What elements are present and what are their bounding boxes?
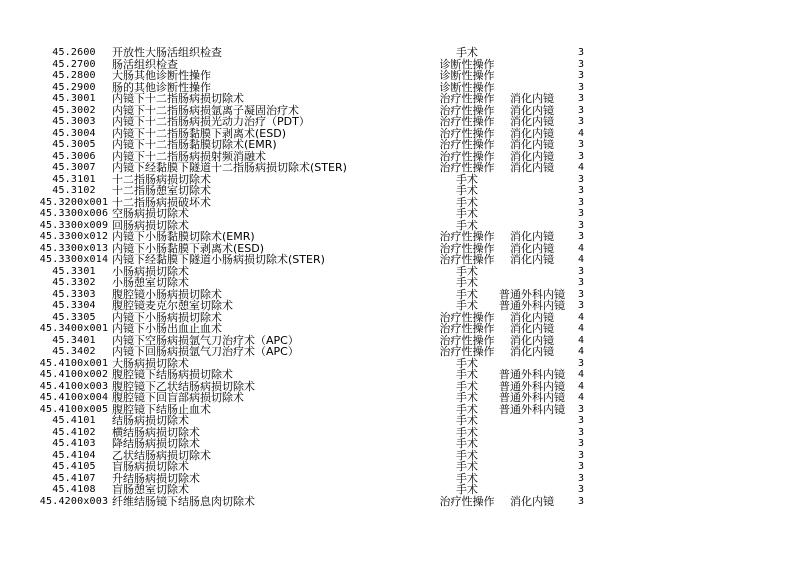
procedure-name: 腹腔镜下结肠止血术 [112, 402, 211, 416]
grade-level: 3 [577, 139, 585, 150]
endoscope-type: 消化内镜 [510, 333, 554, 347]
endoscope-type: 普通外科内镜 [499, 368, 565, 381]
operation-category: 手术 [456, 299, 478, 312]
grade-level: 4 [577, 323, 585, 334]
endoscope-type: 消化内镜 [510, 241, 554, 255]
grade-level: 3 [577, 231, 585, 242]
operation-category: 手术 [456, 172, 478, 186]
endoscope-type [494, 208, 570, 220]
table-row [0, 139, 800, 151]
endoscope-type [494, 70, 570, 82]
operation-category: 治疗性操作 [439, 126, 495, 140]
endoscope-type [494, 415, 570, 427]
endoscope-type: 消化内镜 [510, 126, 554, 140]
operation-category: 治疗性操作 [439, 115, 495, 128]
table-row [0, 231, 800, 243]
operation-category: 治疗性操作 [439, 310, 495, 324]
procedure-code: 45.2900 [52, 81, 96, 93]
procedure-name: 降结肠病损切除术 [112, 437, 200, 450]
grade-level: 3 [577, 150, 585, 162]
procedure-code: 45.4101 [52, 415, 96, 426]
procedure-code: 45.3001 [52, 93, 96, 104]
grade-level: 3 [577, 300, 585, 311]
endoscope-type: 消化内镜 [510, 253, 554, 266]
endoscope-type: 消化内镜 [510, 310, 554, 324]
table-row [0, 277, 800, 289]
operation-category: 治疗性操作 [439, 138, 495, 151]
operation-category: 治疗性操作 [439, 494, 495, 508]
operation-category: 手术 [456, 368, 478, 381]
endoscope-type [494, 473, 570, 485]
grade-level: 3 [577, 208, 585, 219]
operation-category: 治疗性操作 [439, 345, 495, 358]
operation-category: 手术 [456, 356, 478, 370]
procedure-code: 45.3300x013 [39, 242, 109, 254]
endoscope-type: 普通外科内镜 [499, 402, 565, 416]
procedure-code: 45.3102 [52, 185, 96, 196]
grade-level: 3 [577, 403, 585, 415]
procedure-name: 回肠病损切除术 [112, 218, 189, 232]
procedure-name: 腹腔镜下结肠病损切除术 [112, 368, 233, 381]
table-row [0, 47, 800, 59]
grade-level: 4 [577, 242, 585, 254]
operation-category: 手术 [456, 46, 478, 59]
grade-level: 4 [577, 162, 585, 173]
procedure-name: 腹腔镜麦克尔憩室切除术 [112, 299, 233, 312]
grade-level: 4 [577, 311, 585, 323]
procedure-name: 内镜下经黏膜下隧道小肠病损切除术(STER) [112, 253, 325, 266]
endoscope-type: 普通外科内镜 [499, 287, 565, 301]
operation-category: 手术 [456, 471, 478, 485]
procedure-code: 45.3200x001 [39, 196, 109, 208]
grade-level: 3 [577, 70, 585, 81]
endoscope-type [494, 450, 570, 462]
table-row [0, 484, 800, 496]
operation-category: 治疗性操作 [439, 230, 495, 243]
procedure-code: 45.3004 [52, 127, 96, 139]
procedure-name: 开放性大肠活组织检查 [112, 46, 222, 59]
grade-level: 3 [577, 93, 585, 104]
table-row [0, 496, 800, 508]
endoscope-type [494, 185, 570, 197]
procedure-code: 45.4200x003 [39, 495, 109, 507]
procedure-code: 45.4100x005 [39, 403, 109, 415]
procedure-name: 内镜下十二指肠黏膜下剥离术(ESD) [112, 126, 286, 140]
operation-category: 手术 [456, 276, 478, 289]
procedure-name: 横结肠病损切除术 [112, 425, 200, 439]
endoscope-type: 普通外科内镜 [499, 391, 565, 404]
grade-level: 3 [577, 265, 585, 277]
procedure-code: 45.2700 [52, 58, 96, 70]
endoscope-type: 消化内镜 [510, 230, 554, 243]
procedure-name: 十二指肠病损破坏术 [112, 195, 211, 209]
operation-category: 治疗性操作 [439, 103, 495, 117]
procedure-name: 内镜下经黏膜下隧道十二指肠病损切除术(STER) [112, 161, 347, 174]
endoscope-type [494, 461, 570, 473]
operation-category: 诊断性操作 [439, 69, 495, 82]
procedure-code: 45.3401 [52, 334, 96, 346]
procedure-name: 内镜下十二指肠黏膜切除术(EMR) [112, 138, 277, 151]
operation-category: 治疗性操作 [439, 241, 495, 255]
operation-category: 治疗性操作 [439, 322, 495, 335]
table-row [0, 415, 800, 427]
table-row [0, 346, 800, 358]
procedure-name: 内镜下十二指肠病损射频消融术 [112, 149, 266, 163]
endoscope-type: 普通外科内镜 [499, 299, 565, 312]
grade-level: 3 [577, 219, 585, 231]
procedure-code: 45.4100x002 [39, 369, 109, 380]
procedure-name: 腹腔镜下回盲部病损切除术 [112, 391, 244, 404]
procedure-name: 内镜下十二指肠病损切除术 [112, 92, 244, 105]
procedure-name: 肠的其他诊断性操作 [112, 80, 211, 94]
operation-category: 手术 [456, 460, 478, 473]
table-row [0, 461, 800, 473]
grade-level: 3 [577, 484, 585, 495]
grade-level: 4 [577, 254, 585, 265]
procedure-code: 45.2600 [52, 47, 96, 58]
procedure-code: 45.3101 [52, 173, 96, 185]
procedure-code: 45.4100x003 [39, 380, 109, 392]
endoscope-type [494, 427, 570, 439]
procedure-name: 乙状结肠病损切除术 [112, 448, 211, 462]
endoscope-type [494, 438, 570, 450]
procedure-table [0, 47, 800, 507]
grade-level: 4 [577, 346, 585, 357]
procedure-name: 内镜下十二指肠病损光动力治疗（PDT） [112, 115, 310, 128]
operation-category: 手术 [456, 391, 478, 404]
procedure-code: 45.3005 [52, 139, 96, 150]
procedure-code: 45.3300x014 [39, 254, 109, 265]
grade-level: 3 [577, 173, 585, 185]
procedure-code: 45.3303 [52, 288, 96, 300]
table-row [0, 392, 800, 404]
endoscope-type [494, 197, 570, 209]
endoscope-type: 消化内镜 [510, 92, 554, 105]
procedure-name: 盲肠病损切除术 [112, 460, 189, 473]
procedure-name: 大肠病损切除术 [112, 356, 189, 370]
table-row [0, 93, 800, 105]
procedure-code: 45.3300x012 [39, 231, 109, 242]
table-row [0, 116, 800, 128]
procedure-code: 45.3400x001 [39, 323, 109, 334]
procedure-name: 升结肠病损切除术 [112, 471, 200, 485]
grade-level: 3 [577, 185, 585, 196]
table-row [0, 438, 800, 450]
procedure-code: 45.3300x006 [39, 208, 109, 219]
operation-category: 手术 [456, 264, 478, 278]
endoscope-type: 消化内镜 [510, 115, 554, 128]
grade-level: 3 [577, 104, 585, 116]
procedure-name: 腹腔镜小肠病损切除术 [112, 287, 222, 301]
procedure-code: 45.4105 [52, 461, 96, 472]
grade-level: 4 [577, 334, 585, 346]
grade-level: 3 [577, 449, 585, 461]
procedure-name: 小肠病损切除术 [112, 264, 189, 278]
grade-level: 3 [577, 415, 585, 426]
table-row [0, 70, 800, 82]
procedure-code: 45.2800 [52, 70, 96, 81]
procedure-code: 45.3305 [52, 311, 96, 323]
operation-category: 手术 [456, 483, 478, 496]
operation-category: 手术 [456, 448, 478, 462]
procedure-code: 45.3301 [52, 265, 96, 277]
procedure-code: 45.4104 [52, 449, 96, 461]
endoscope-type [494, 174, 570, 186]
operation-category: 手术 [456, 218, 478, 232]
procedure-name: 纤维结肠镜下结肠息肉切除术 [112, 494, 255, 508]
procedure-name: 内镜下小肠出血止血术 [112, 322, 222, 335]
procedure-code: 45.4102 [52, 426, 96, 438]
operation-category: 手术 [456, 195, 478, 209]
grade-level: 3 [577, 196, 585, 208]
procedure-name: 大肠其他诊断性操作 [112, 69, 211, 82]
operation-category: 手术 [456, 207, 478, 220]
procedure-name: 内镜下回肠病损氩气刀治疗术（APC） [112, 345, 299, 358]
table-row [0, 162, 800, 174]
procedure-name: 内镜下空肠病损氩气刀治疗术（APC） [112, 333, 299, 347]
endoscope-type: 消化内镜 [510, 161, 554, 174]
grade-level: 3 [577, 288, 585, 300]
table-row [0, 254, 800, 266]
operation-category: 治疗性操作 [439, 149, 495, 163]
endoscope-type: 普通外科内镜 [499, 379, 565, 393]
endoscope-type [494, 277, 570, 289]
procedure-name: 内镜下小肠黏膜切除术(EMR) [112, 230, 255, 243]
procedure-name: 内镜下十二指肠病损氩离子凝固治疗术 [112, 103, 299, 117]
procedure-name: 腹腔镜下乙状结肠病损切除术 [112, 379, 255, 393]
operation-category: 手术 [456, 414, 478, 427]
endoscope-type [494, 266, 570, 278]
operation-category: 手术 [456, 402, 478, 416]
operation-category: 诊断性操作 [439, 80, 495, 94]
procedure-name: 肠活组织检查 [112, 57, 178, 71]
grade-level: 4 [577, 392, 585, 403]
operation-category: 手术 [456, 287, 478, 301]
procedure-code: 45.3302 [52, 277, 96, 288]
procedure-code: 45.3402 [52, 346, 96, 357]
table-row [0, 208, 800, 220]
endoscope-type [494, 47, 570, 59]
grade-level: 3 [577, 472, 585, 484]
grade-level: 3 [577, 81, 585, 93]
operation-category: 手术 [456, 379, 478, 393]
operation-category: 治疗性操作 [439, 333, 495, 347]
table-row [0, 369, 800, 381]
procedure-name: 盲肠憩室切除术 [112, 483, 189, 496]
operation-category: 手术 [456, 184, 478, 197]
grade-level: 3 [577, 47, 585, 58]
endoscope-type [494, 484, 570, 496]
grade-level: 4 [577, 380, 585, 392]
table-row [0, 185, 800, 197]
grade-level: 3 [577, 461, 585, 472]
endoscope-type [494, 59, 570, 71]
grade-level: 3 [577, 495, 585, 507]
operation-category: 治疗性操作 [439, 253, 495, 266]
procedure-code: 45.4107 [52, 472, 96, 484]
grade-level: 4 [577, 127, 585, 139]
grade-level: 3 [577, 426, 585, 438]
procedure-name: 空肠病损切除术 [112, 207, 189, 220]
endoscope-type: 消化内镜 [510, 149, 554, 163]
procedure-code: 45.3304 [52, 300, 96, 311]
procedure-code: 45.3003 [52, 116, 96, 127]
procedure-name: 内镜下小肠病损切除术 [112, 310, 222, 324]
procedure-name: 小肠憩室切除术 [112, 276, 189, 289]
procedure-code: 45.4108 [52, 484, 96, 495]
operation-category: 诊断性操作 [439, 57, 495, 71]
grade-level: 3 [577, 58, 585, 70]
procedure-name: 十二指肠病损切除术 [112, 172, 211, 186]
operation-category: 治疗性操作 [439, 92, 495, 105]
endoscope-type: 消化内镜 [510, 322, 554, 335]
table-row [0, 323, 800, 335]
procedure-code: 45.4100x001 [39, 357, 109, 369]
operation-category: 手术 [456, 425, 478, 439]
operation-category: 治疗性操作 [439, 161, 495, 174]
procedure-name: 十二指肠憩室切除术 [112, 184, 211, 197]
procedure-code: 45.4103 [52, 438, 96, 449]
grade-level: 4 [577, 369, 585, 380]
grade-level: 3 [577, 277, 585, 288]
endoscope-type: 消化内镜 [510, 345, 554, 358]
procedure-name: 内镜下小肠黏膜下剥离术(ESD) [112, 241, 264, 255]
procedure-code: 45.3007 [52, 162, 96, 173]
endoscope-type: 消化内镜 [510, 138, 554, 151]
endoscope-type: 消化内镜 [510, 103, 554, 117]
procedure-code: 45.3006 [52, 150, 96, 162]
procedure-name: 结肠病损切除术 [112, 414, 189, 427]
procedure-code: 45.3002 [52, 104, 96, 116]
procedure-code: 45.3300x009 [39, 219, 109, 231]
grade-level: 3 [577, 116, 585, 127]
operation-category: 手术 [456, 437, 478, 450]
grade-level: 3 [577, 438, 585, 449]
table-row [0, 300, 800, 312]
grade-level: 3 [577, 357, 585, 369]
endoscope-type: 消化内镜 [510, 494, 554, 508]
procedure-code: 45.4100x004 [39, 392, 109, 403]
